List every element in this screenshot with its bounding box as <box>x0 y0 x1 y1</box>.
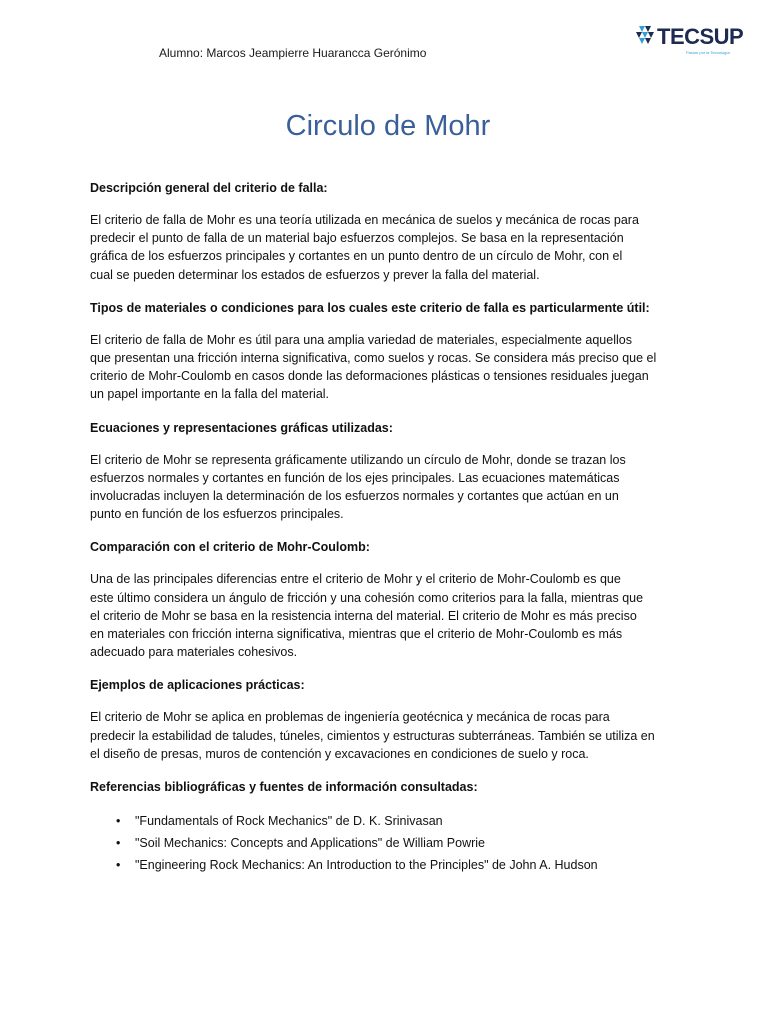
document-body <box>90 180 690 876</box>
paragraph-line: este último considera un ángulo de fricción y una cohesión como criterios para la falla, mientras que <box>90 590 644 605</box>
logo-wordmark: TECSUP <box>657 24 744 49</box>
section-ejemplos <box>90 677 690 763</box>
bullet-icon: • <box>116 814 121 829</box>
paragraph-line: cual se pueden determinar los estados de esfuerzos y prever la falla del material. <box>90 267 540 282</box>
paragraph-line: predecir el punto de falla de un material bajo esfuerzos complejos. Se basa en la representación <box>90 231 624 246</box>
section-descripcion <box>90 180 690 284</box>
student-name: Alumno: Marcos Jeampierre Huarancca Gerónimo <box>159 46 427 60</box>
paragraph-line: El criterio de falla de Mohr es útil para una amplia variedad de materiales, especialmente aquellos <box>90 332 632 347</box>
paragraph-line: el criterio de Mohr se basa en la resistencia interna del material. El criterio de Mohr es más preciso <box>90 608 637 623</box>
paragraph-line: Una de las principales diferencias entre el criterio de Mohr y el criterio de Mohr-Coulomb es que <box>90 572 621 587</box>
logo-tagline: Pasión por la Tecnología <box>686 50 730 55</box>
paragraph-line: El criterio de falla de Mohr es una teoría utilizada en mecánica de suelos y mecánica de rocas para <box>90 213 639 227</box>
section-paragraph <box>90 451 690 524</box>
paragraph-line: el diseño de presas, muros de contención y excavaciones en condiciones de suelo y roca. <box>90 746 589 761</box>
bullet-icon: • <box>116 836 121 851</box>
section-heading: Ecuaciones y representaciones gráficas utilizadas: <box>90 420 393 435</box>
logo-mark-icon <box>633 24 657 50</box>
section-tipos-materiales <box>90 300 690 404</box>
reference-item <box>90 810 690 832</box>
paragraph-line: El criterio de Mohr se representa gráficamente utilizando un círculo de Mohr, donde se trazan los <box>90 452 626 467</box>
paragraph-line: un papel importante en la falla del material. <box>90 387 330 402</box>
bullet-icon: • <box>116 858 121 873</box>
page-title: Circulo de Mohr <box>285 110 491 142</box>
section-paragraph <box>90 211 690 284</box>
paragraph-line: esfuerzos normales y cortantes en función de los ejes principales. Las ecuaciones matemáticas <box>90 470 620 485</box>
reference-item <box>90 832 690 854</box>
section-referencias <box>90 779 690 876</box>
section-heading: Tipos de materiales o condiciones para los cuales este criterio de falla es particularmente útil: <box>90 300 650 315</box>
section-comparacion <box>90 539 690 661</box>
paragraph-line: adecuado para materiales cohesivos. <box>90 645 298 660</box>
paragraph-line: gráfica de los esfuerzos principales y cortantes en un punto dentro de un círculo de Mohr, con el <box>90 249 623 264</box>
section-heading: Comparación con el criterio de Mohr-Coulomb: <box>90 540 370 555</box>
section-heading: Referencias bibliográficas y fuentes de información consultadas: <box>90 780 478 795</box>
section-paragraph <box>90 570 690 661</box>
section-heading: Descripción general del criterio de falla: <box>90 181 328 195</box>
paragraph-line: en materiales con fricción interna significativa, mientras que el criterio de Mohr-Coulomb es más <box>90 627 623 642</box>
section-paragraph <box>90 708 690 763</box>
paragraph-line: criterio de Mohr-Coulomb en casos donde las deformaciones plásticas o tensiones residuales juegan <box>90 369 649 384</box>
reference-text: "Engineering Rock Mechanics: An Introduction to the Principles" de John A. Hudson <box>135 858 598 873</box>
paragraph-line: que presentan una fricción interna significativa, como suelos y rocas. Se considera más preciso que el <box>90 351 657 366</box>
reference-item <box>90 854 690 876</box>
reference-text: "Fundamentals of Rock Mechanics" de D. K. Srinivasan <box>135 814 443 829</box>
section-ecuaciones <box>90 420 690 524</box>
paragraph-line: punto en función de los esfuerzos principales. <box>90 507 344 522</box>
section-heading: Ejemplos de aplicaciones prácticas: <box>90 678 305 693</box>
tecsup-logo <box>633 24 743 58</box>
paragraph-line: El criterio de Mohr se aplica en problemas de ingeniería geotécnica y mecánica de rocas para <box>90 710 610 725</box>
references-list <box>90 810 690 876</box>
paragraph-line: involucradas incluyen la determinación de los esfuerzos normales y cortantes que actúan en un <box>90 489 619 504</box>
section-paragraph <box>90 331 690 404</box>
reference-text: "Soil Mechanics: Concepts and Applications" de William Powrie <box>135 836 486 851</box>
paragraph-line: predecir la estabilidad de taludes, túneles, cimientos y estructuras subterráneas. También se utiliza en <box>90 728 655 743</box>
